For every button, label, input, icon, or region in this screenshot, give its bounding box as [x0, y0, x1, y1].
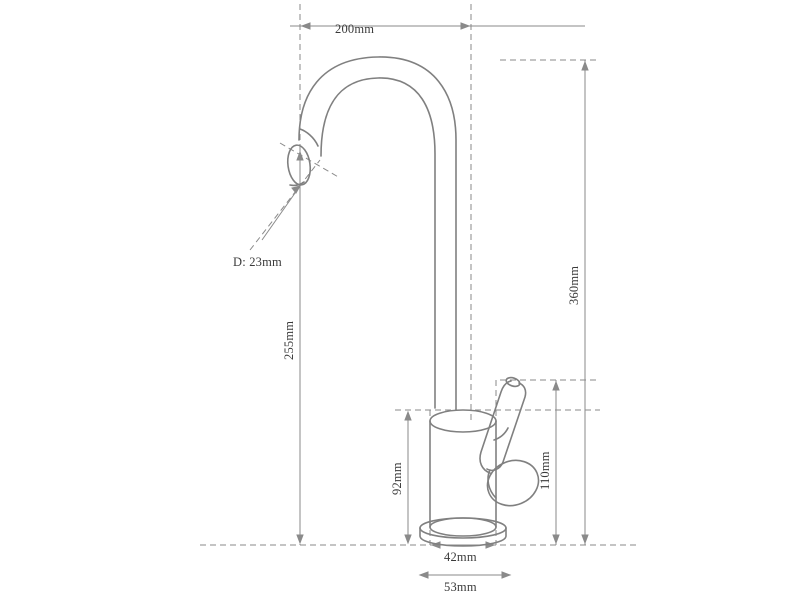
body-top-ellipse	[430, 410, 496, 432]
arrow-53mm-left	[420, 572, 428, 578]
arrow-53mm-right	[502, 572, 510, 578]
dimension-label-body-height: 92mm	[390, 462, 404, 495]
dimension-arrows	[262, 23, 588, 578]
dimension-label-outlet-diameter: D: 23mm	[233, 255, 282, 269]
arrow-110mm-top	[553, 382, 559, 390]
dimension-label-body-diameter: 42mm	[444, 550, 477, 564]
arrow-360mm-top	[582, 62, 588, 70]
spout-outlet-ellipse	[285, 144, 312, 187]
arrow-110mm-bottom	[553, 535, 559, 543]
dimension-label-base-diameter: 53mm	[444, 580, 477, 594]
body-bottom-ellipse	[430, 518, 496, 536]
spout-outer-curve	[299, 57, 456, 410]
arrow-92mm-top	[405, 412, 411, 420]
dimension-label-handle-height: 110mm	[538, 451, 552, 490]
faucet-outline	[285, 57, 545, 546]
leader-line-diameter	[262, 186, 300, 240]
arrow-360mm-bottom	[582, 535, 588, 543]
handle-cap-ellipse	[505, 376, 521, 388]
arrow-200mm-right	[461, 23, 469, 29]
dimension-label-spout-reach: 200mm	[335, 22, 375, 36]
arrow-92mm-bottom	[405, 535, 411, 543]
base-top-ellipse	[420, 518, 506, 538]
dimension-label-spout-height: 255mm	[282, 320, 296, 360]
arrow-200mm-left	[302, 23, 310, 29]
handle-knob	[481, 453, 546, 513]
dimension-label-overall-height: 360mm	[567, 265, 581, 305]
spout-inner-curve	[321, 78, 435, 408]
arrow-255mm-bottom	[297, 535, 303, 543]
arrow-diameter	[292, 186, 300, 193]
spout-collar-line	[300, 129, 318, 146]
